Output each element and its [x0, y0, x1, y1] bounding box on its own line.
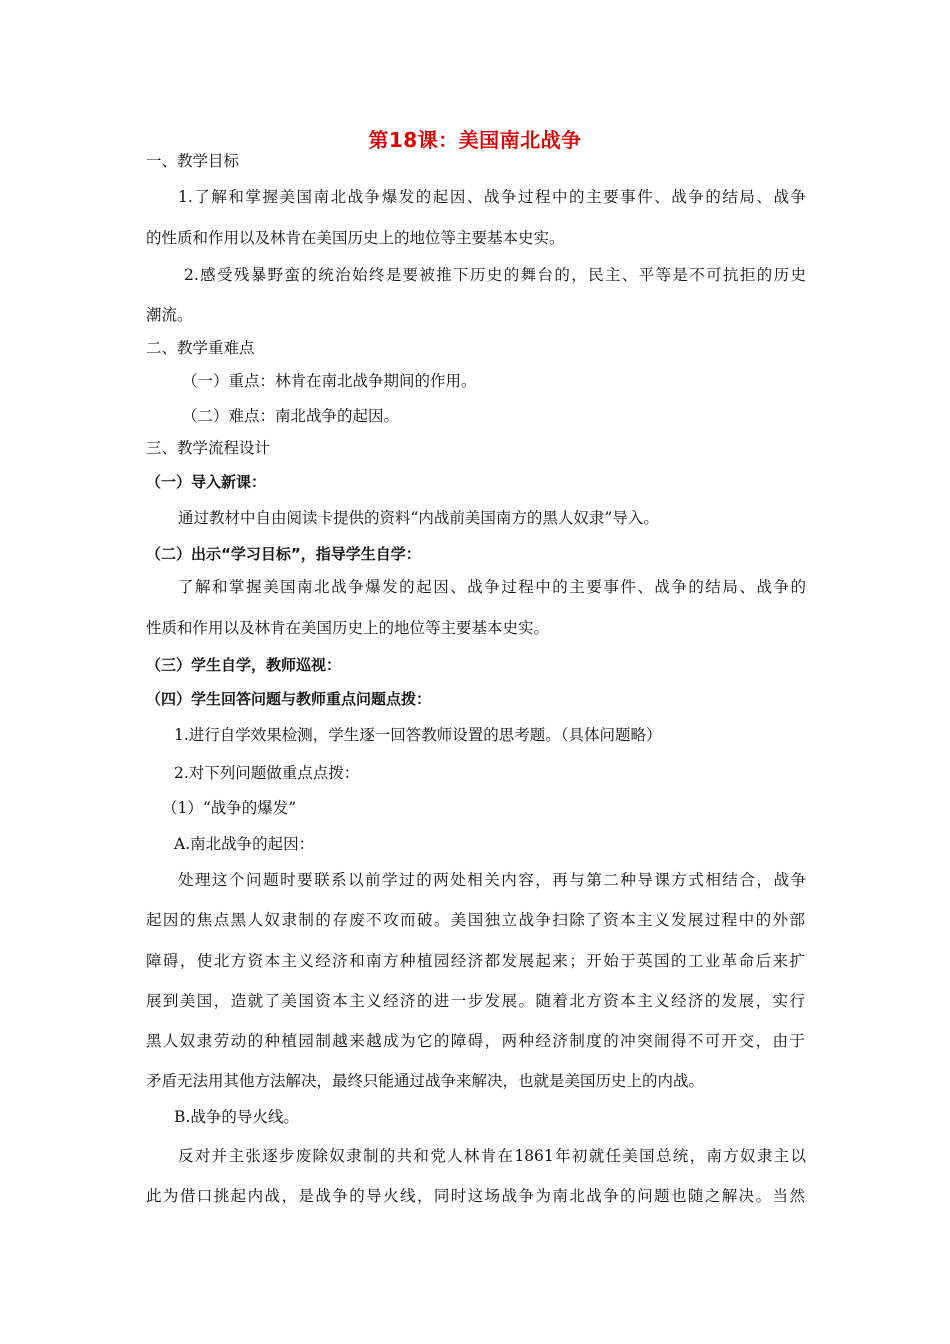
section-heading-key-points: 二、教学重难点 — [146, 339, 255, 357]
key-point: （一）重点：林肯在南北战争期间的作用。 — [182, 372, 477, 390]
step-4-sub-1: （1）“战争的爆发” — [162, 799, 297, 817]
step-2-heading: （二）出示“学习目标”，指导学生自学： — [146, 545, 421, 563]
cause-line-1: 处理这个问题时要联系以前学过的两处相关内容，再与第二种导课方式相结合，战争 — [178, 871, 806, 889]
step-4-item-1: 1.进行自学效果检测，学生逐一回答教师设置的思考题。（具体问题略） — [174, 726, 662, 744]
section-heading-process: 三、教学流程设计 — [146, 439, 271, 457]
cause-line-4: 展到美国，造就了美国资本主义经济的进一步发展。随着北方资本主义经济的发展，实行 — [146, 992, 805, 1010]
fuse-line-2: 此为借口挑起内战，是战争的导火线，同时这场战争为南北战争的问题也随之解决。当然 — [146, 1187, 805, 1205]
page-title: 第18课：美国南北战争 — [368, 128, 582, 152]
cause-line-2: 起因的焦点黑人奴隶制的存废不攻而破。美国独立战争扫除了资本主义发展过程中的外部 — [146, 911, 805, 929]
goal-1-line-2: 的性质和作用以及林肯在美国历史上的地位等主要基本史实。 — [146, 229, 565, 247]
step-3-heading: （三）学生自学，教师巡视： — [146, 656, 342, 674]
step-2-line-2: 性质和作用以及林肯在美国历史上的地位等主要基本史实。 — [146, 619, 550, 637]
step-4-heading: （四）学生回答问题与教师重点问题点拨： — [146, 690, 432, 708]
goal-1-line-1: 1.了解和掌握美国南北战争爆发的起因、战争过程中的主要事件、战争的结局、战争 — [178, 188, 806, 206]
cause-line-5: 黑人奴隶劳动的种植园制越来越成为它的障碍，两种经济制度的冲突闹得不可开交，由于 — [146, 1032, 805, 1050]
fuse-heading: B.战争的导火线。 — [174, 1108, 299, 1126]
goal-2-line-2: 潮流。 — [146, 306, 193, 324]
cause-line-3: 障碍，使北方资本主义经济和南方种植园经济都发展起来；开始于英国的工业革命后来扩 — [146, 952, 805, 970]
step-2-line-1: 了解和掌握美国南北战争爆发的起因、战争过程中的主要事件、战争的结局、战争的 — [178, 578, 806, 596]
cause-line-6: 矛盾无法用其他方法解决，最终只能通过战争来解决，也就是美国历史上的内战。 — [146, 1072, 705, 1090]
step-4-item-2: 2.对下列问题做重点点拨： — [174, 764, 360, 782]
step-1-heading: （一）导入新课： — [146, 473, 267, 491]
fuse-line-1: 反对并主张逐步废除奴隶制的共和党人林肯在1861年初就任美国总统，南方奴隶主以 — [178, 1147, 806, 1165]
section-heading-goals: 一、教学目标 — [146, 152, 240, 170]
goal-2-line-1: 2.感受残暴野蛮的统治始终是要被推下历史的舞台的，民主、平等是不可抗拒的历史 — [184, 266, 806, 284]
step-1-text: 通过教材中自由阅读卡提供的资料“内战前美国南方的黑人奴隶”导入。 — [178, 509, 659, 527]
difficult-point: （二）难点：南北战争的起因。 — [182, 407, 400, 425]
cause-heading: A.南北战争的起因： — [174, 835, 315, 853]
